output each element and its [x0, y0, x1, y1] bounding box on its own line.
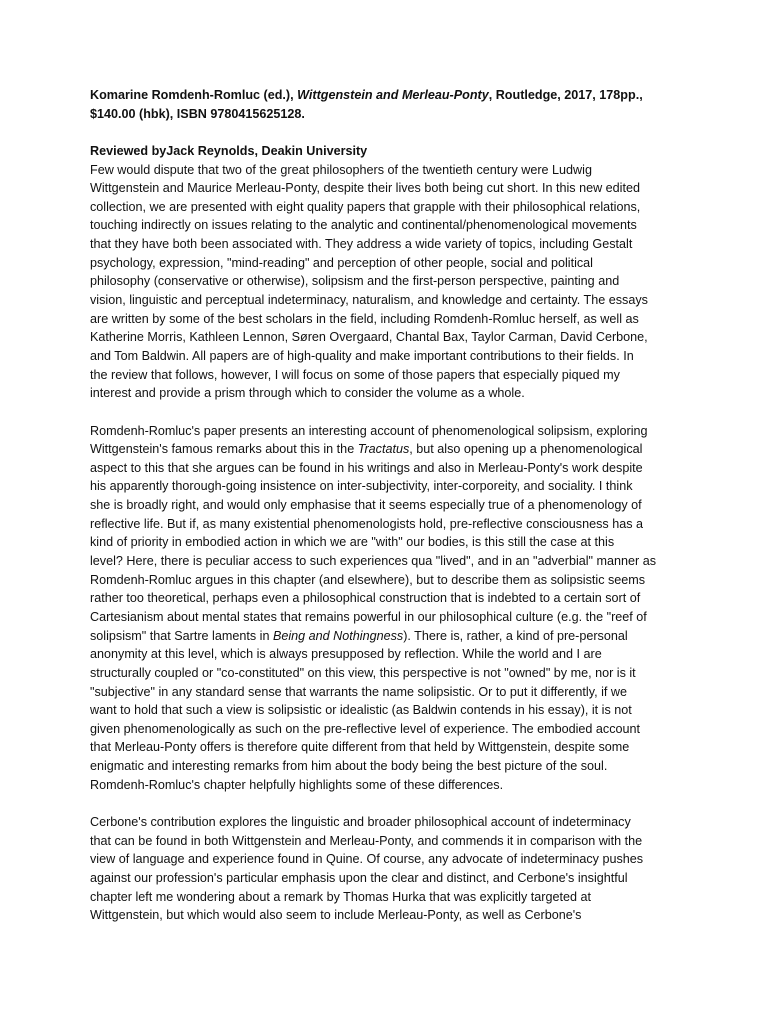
citation-author: Komarine Romdenh-Romluc (ed.), [90, 88, 298, 102]
paragraph-line: Cerbone's contribution explores the linguistic and broader philosophical account of indeterminacy [90, 814, 631, 829]
paragraph-line: Wittgenstein, but which would also seem to include Merleau-Ponty, as well as Cerbone's [90, 908, 582, 923]
paragraph-line: philosophy (conservative or otherwise), solipsism and the first-person perspective, painting and [90, 274, 620, 289]
text-run: Wittgenstein's famous remarks about this in the [90, 442, 358, 457]
paragraph-line: collection, we are presented with eight quality papers that grapple with their philosophical relations, [90, 199, 641, 214]
paragraph-line [90, 627, 690, 646]
reviewer-line: Reviewed byJack Reynolds, Deakin University [90, 143, 368, 158]
paragraph-line: chapter left me wondering about a remark by Thomas Hurka that was explicitly targeted at [90, 889, 591, 904]
paragraph-line: reflective life. But if, as many existential phenomenologists hold, pre-reflective consciousness has a [90, 516, 644, 531]
citation-publisher: , Routledge, 2017, 178pp., [488, 88, 643, 102]
paragraph-1 [90, 161, 690, 403]
paragraph-line: Few would dispute that two of the great philosophers of the twentieth century were Ludwig [90, 162, 592, 177]
paragraph-line: she is broadly right, and would only emphasise that it seems especially true of a phenomenology of [90, 498, 642, 513]
paragraph-line: view of language and experience found in Quine. Of course, any advocate of indeterminacy pushes [90, 852, 644, 867]
review-document [90, 86, 690, 925]
paragraph-line: Wittgenstein and Maurice Merleau-Ponty, despite their lives both being cut short. In this new edited [90, 181, 640, 196]
paragraph-line: structurally coupled or "co-constituted" on this view, this perspective is not "owned" by me, nor is it [90, 665, 636, 680]
paragraph-line: anonymity at this level, which is always presupposed by reflection. While the world and I are [90, 647, 602, 662]
paragraph-line: his apparently thorough-going insistence on inter-subjectivity, inter-corporeity, and sociality. I think [90, 479, 633, 494]
paragraph-line: that Merleau-Ponty offers is therefore quite different from that held by Wittgenstein, despite some [90, 740, 630, 755]
paragraph-line: interest and provide a prism through which to consider the volume as a whole. [90, 386, 525, 401]
paragraph-line: Katherine Morris, Kathleen Lennon, Søren Overgaard, Chantal Bax, Taylor Carman, David Cerbone, [90, 330, 648, 345]
paragraph-line: Romdenh-Romluc's chapter helpfully highlights some of these differences. [90, 777, 504, 792]
paragraph-line: touching indirectly on issues relating to the analytic and continental/phenomenological movements [90, 218, 637, 233]
paragraph-line: aspect to this that she argues can be found in his writings and also in Merleau-Ponty's work despite [90, 460, 643, 475]
paragraph-line: "subjective" in any standard sense that warrants the name solipsistic. Or to put it differently, if we [90, 684, 627, 699]
text-run: ). There is, rather, a kind of pre-personal [403, 628, 628, 643]
paragraph-line: enigmatic and interesting remarks from him about the body being the best picture of the soul. [90, 759, 608, 774]
paragraph-3 [90, 813, 690, 925]
paragraph-line [90, 440, 690, 459]
paragraph-line: against our profession's particular emphasis upon the clear and distinct, and Cerbone's insightful [90, 870, 628, 885]
paragraph-line: kind of priority in embodied action in which we are "with" our bodies, is this still the case at this [90, 535, 615, 550]
paragraph-line: Romdenh-Romluc's paper presents an interesting account of phenomenological solipsism, exploring [90, 423, 648, 438]
paragraph-line: and Tom Baldwin. All papers are of high-quality and make important contributions to their fields. In [90, 348, 634, 363]
being-and-nothingness-title: Being and Nothingness [272, 628, 404, 643]
text-run: solipsism" that Sartre laments in [90, 628, 273, 643]
paragraph-line: Romdenh-Romluc argues in this chapter (and elsewhere), but to describe them as solipsistic seems [90, 572, 646, 587]
paragraph-2 [90, 422, 690, 795]
citation-line-1 [90, 86, 690, 105]
paragraph-line: Cartesianism about mental states that remains powerful in our philosophical culture (e.g. the "reef of [90, 609, 647, 624]
paragraph-line: the review that follows, however, I will focus on some of those papers that especially piqued my [90, 367, 620, 382]
paragraph-line: rather too theoretical, perhaps even a philosophical construction that is indebted to a certain sort of [90, 591, 641, 606]
tractatus-title: Tractatus [357, 442, 410, 457]
text-run: , but also opening up a phenomenological [409, 442, 643, 457]
paragraph-line: that can be found in both Wittgenstein and Merleau-Ponty, and commends it in comparison with the [90, 833, 643, 848]
citation-line-2: $140.00 (hbk), ISBN 9780415625128. [90, 106, 305, 121]
paragraph-line: that they have both been associated with. They address a wide variety of topics, including Gestalt [90, 237, 633, 252]
paragraph-line: psychology, expression, "mind-reading" and perception of other people, social and political [90, 255, 593, 270]
paragraph-line: given phenomenologically as such on the pre-reflective level of experience. The embodied account [90, 721, 641, 736]
book-title: Wittgenstein and Merleau-Ponty [297, 88, 489, 102]
paragraph-line: vision, linguistic and perceptual indeterminacy, naturalism, and knowledge and certainty. The essays [90, 293, 648, 308]
paragraph-line: are written by some of the best scholars in the field, including Romdenh-Romluc herself, as well as [90, 311, 639, 326]
paragraph-line: level? Here, there is peculiar access to such experiences qua "lived", and in an "adverbial" manner as [90, 554, 657, 569]
paragraph-line: want to hold that such a view is solipsistic or idealistic (as Baldwin contends in his essay), it is not [90, 703, 632, 718]
